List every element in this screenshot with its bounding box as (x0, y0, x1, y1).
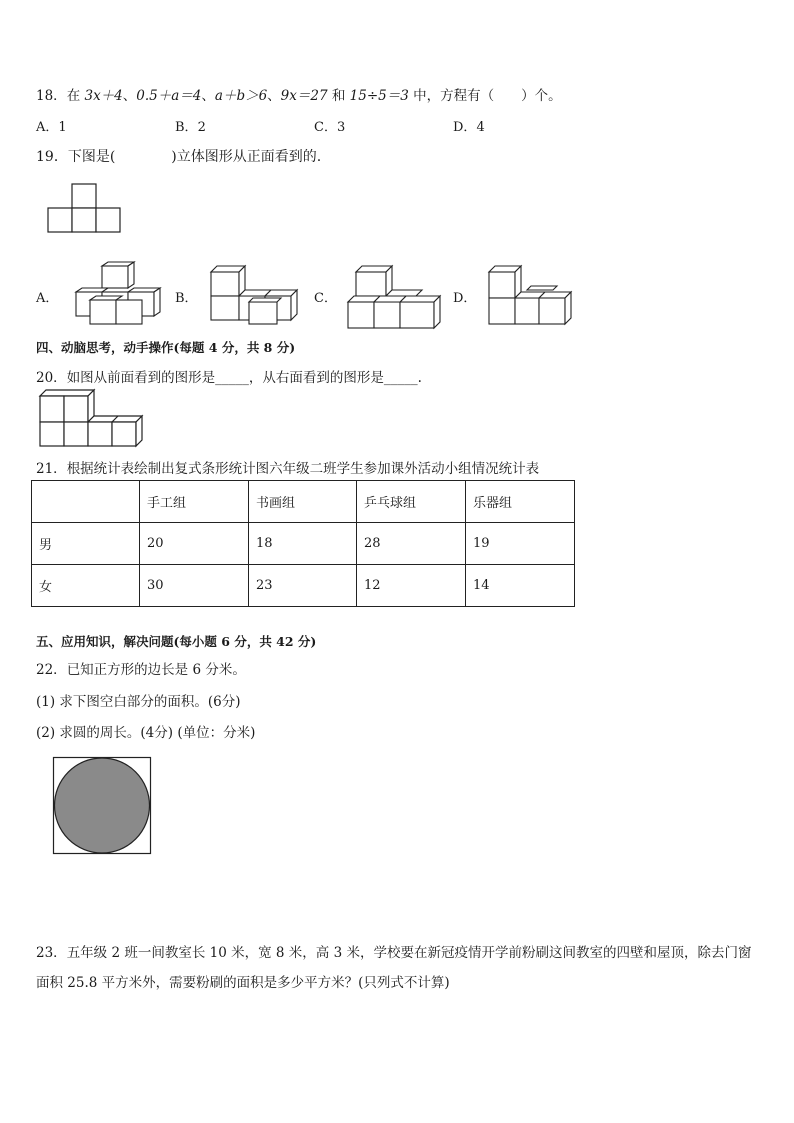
table-header-cell: 书画组 (249, 481, 357, 523)
q19-front-view-figure (48, 184, 123, 234)
q21-stats-table (31, 480, 575, 607)
q19-option-c-label[interactable]: C． (314, 291, 337, 306)
q19-stem: 19．下图是( )立体图形从正面看到的. (36, 149, 322, 165)
q23-line2: 面积 25.8 平方米外，需要粉刷的面积是多少平方米？(只列式不计算) (36, 975, 450, 991)
table-cell: 30 (140, 565, 249, 607)
q19-number: 19． (36, 149, 68, 165)
table-header-cell: 乐器组 (466, 481, 575, 523)
q18-option-d[interactable]: D．4 (453, 120, 485, 135)
table-cell: 23 (249, 565, 357, 607)
q18-stem: 18．在 3x＋4、0.5＋a＝4、a＋b＞6、9x＝27 和 15÷5＝3 中，方程有（ ）个。 (36, 88, 562, 104)
table-cell: 20 (140, 523, 249, 565)
q22-square-circle-figure (53, 757, 153, 855)
q21-number: 21． (36, 461, 67, 477)
q21-stem: 21．根据统计表绘制出复式条形统计图六年级二班学生参加课外活动小组情况统计表 (36, 461, 540, 477)
q20-stem: 20．如图从前面看到的图形是_____，从右面看到的图形是_____. (36, 370, 422, 386)
q18-number: 18． (36, 88, 67, 104)
table-cell: 18 (249, 523, 357, 565)
q22-stem: 22．已知正方形的边长是 6 分米。 (36, 662, 246, 678)
q19-option-a-figure[interactable] (72, 262, 167, 328)
q19-option-d-figure[interactable] (487, 266, 577, 328)
section-4-title: 四、动脑思考，动手操作(每题 4 分，共 8 分) (36, 340, 296, 355)
q19-option-a-label[interactable]: A． (36, 291, 59, 306)
q20-number: 20． (36, 370, 67, 386)
q18-option-b[interactable]: B．2 (175, 120, 206, 135)
q19-option-b-label[interactable]: B． (175, 291, 198, 306)
q19-option-b-figure[interactable] (209, 266, 304, 328)
table-header-row (32, 481, 575, 523)
row-label-male: 男 (32, 523, 140, 565)
table-row (32, 565, 575, 607)
table-cell: 12 (357, 565, 466, 607)
table-header-cell: 乒乓球组 (357, 481, 466, 523)
table-row (32, 523, 575, 565)
q18-option-a[interactable]: A．1 (36, 120, 67, 135)
table-cell: 14 (466, 565, 575, 607)
q22-number: 22． (36, 662, 67, 678)
q19-option-d-label[interactable]: D． (453, 291, 477, 306)
section-5-title: 五、应用知识，解决问题(每小题 6 分，共 42 分) (36, 634, 317, 649)
table-cell: 19 (466, 523, 575, 565)
q20-cube-figure (40, 390, 150, 450)
q19-option-c-figure[interactable] (344, 266, 444, 330)
row-label-female: 女 (32, 565, 140, 607)
q23-number: 23． (36, 945, 67, 961)
q18-option-c[interactable]: C．3 (314, 120, 346, 135)
q22-sub1: (1) 求下图空白部分的面积。(6分) (36, 694, 241, 710)
table-header-cell (32, 481, 140, 523)
q22-sub2: (2) 求圆的周长。(4分) (单位：分米) (36, 725, 256, 741)
q23-line1: 23．五年级 2 班一间教室长 10 米，宽 8 米，高 3 米，学校要在新冠疫情开学前粉刷这间教室的四壁和屋顶，除去门窗 (36, 945, 752, 961)
table-cell: 28 (357, 523, 466, 565)
table-header-cell: 手工组 (140, 481, 249, 523)
